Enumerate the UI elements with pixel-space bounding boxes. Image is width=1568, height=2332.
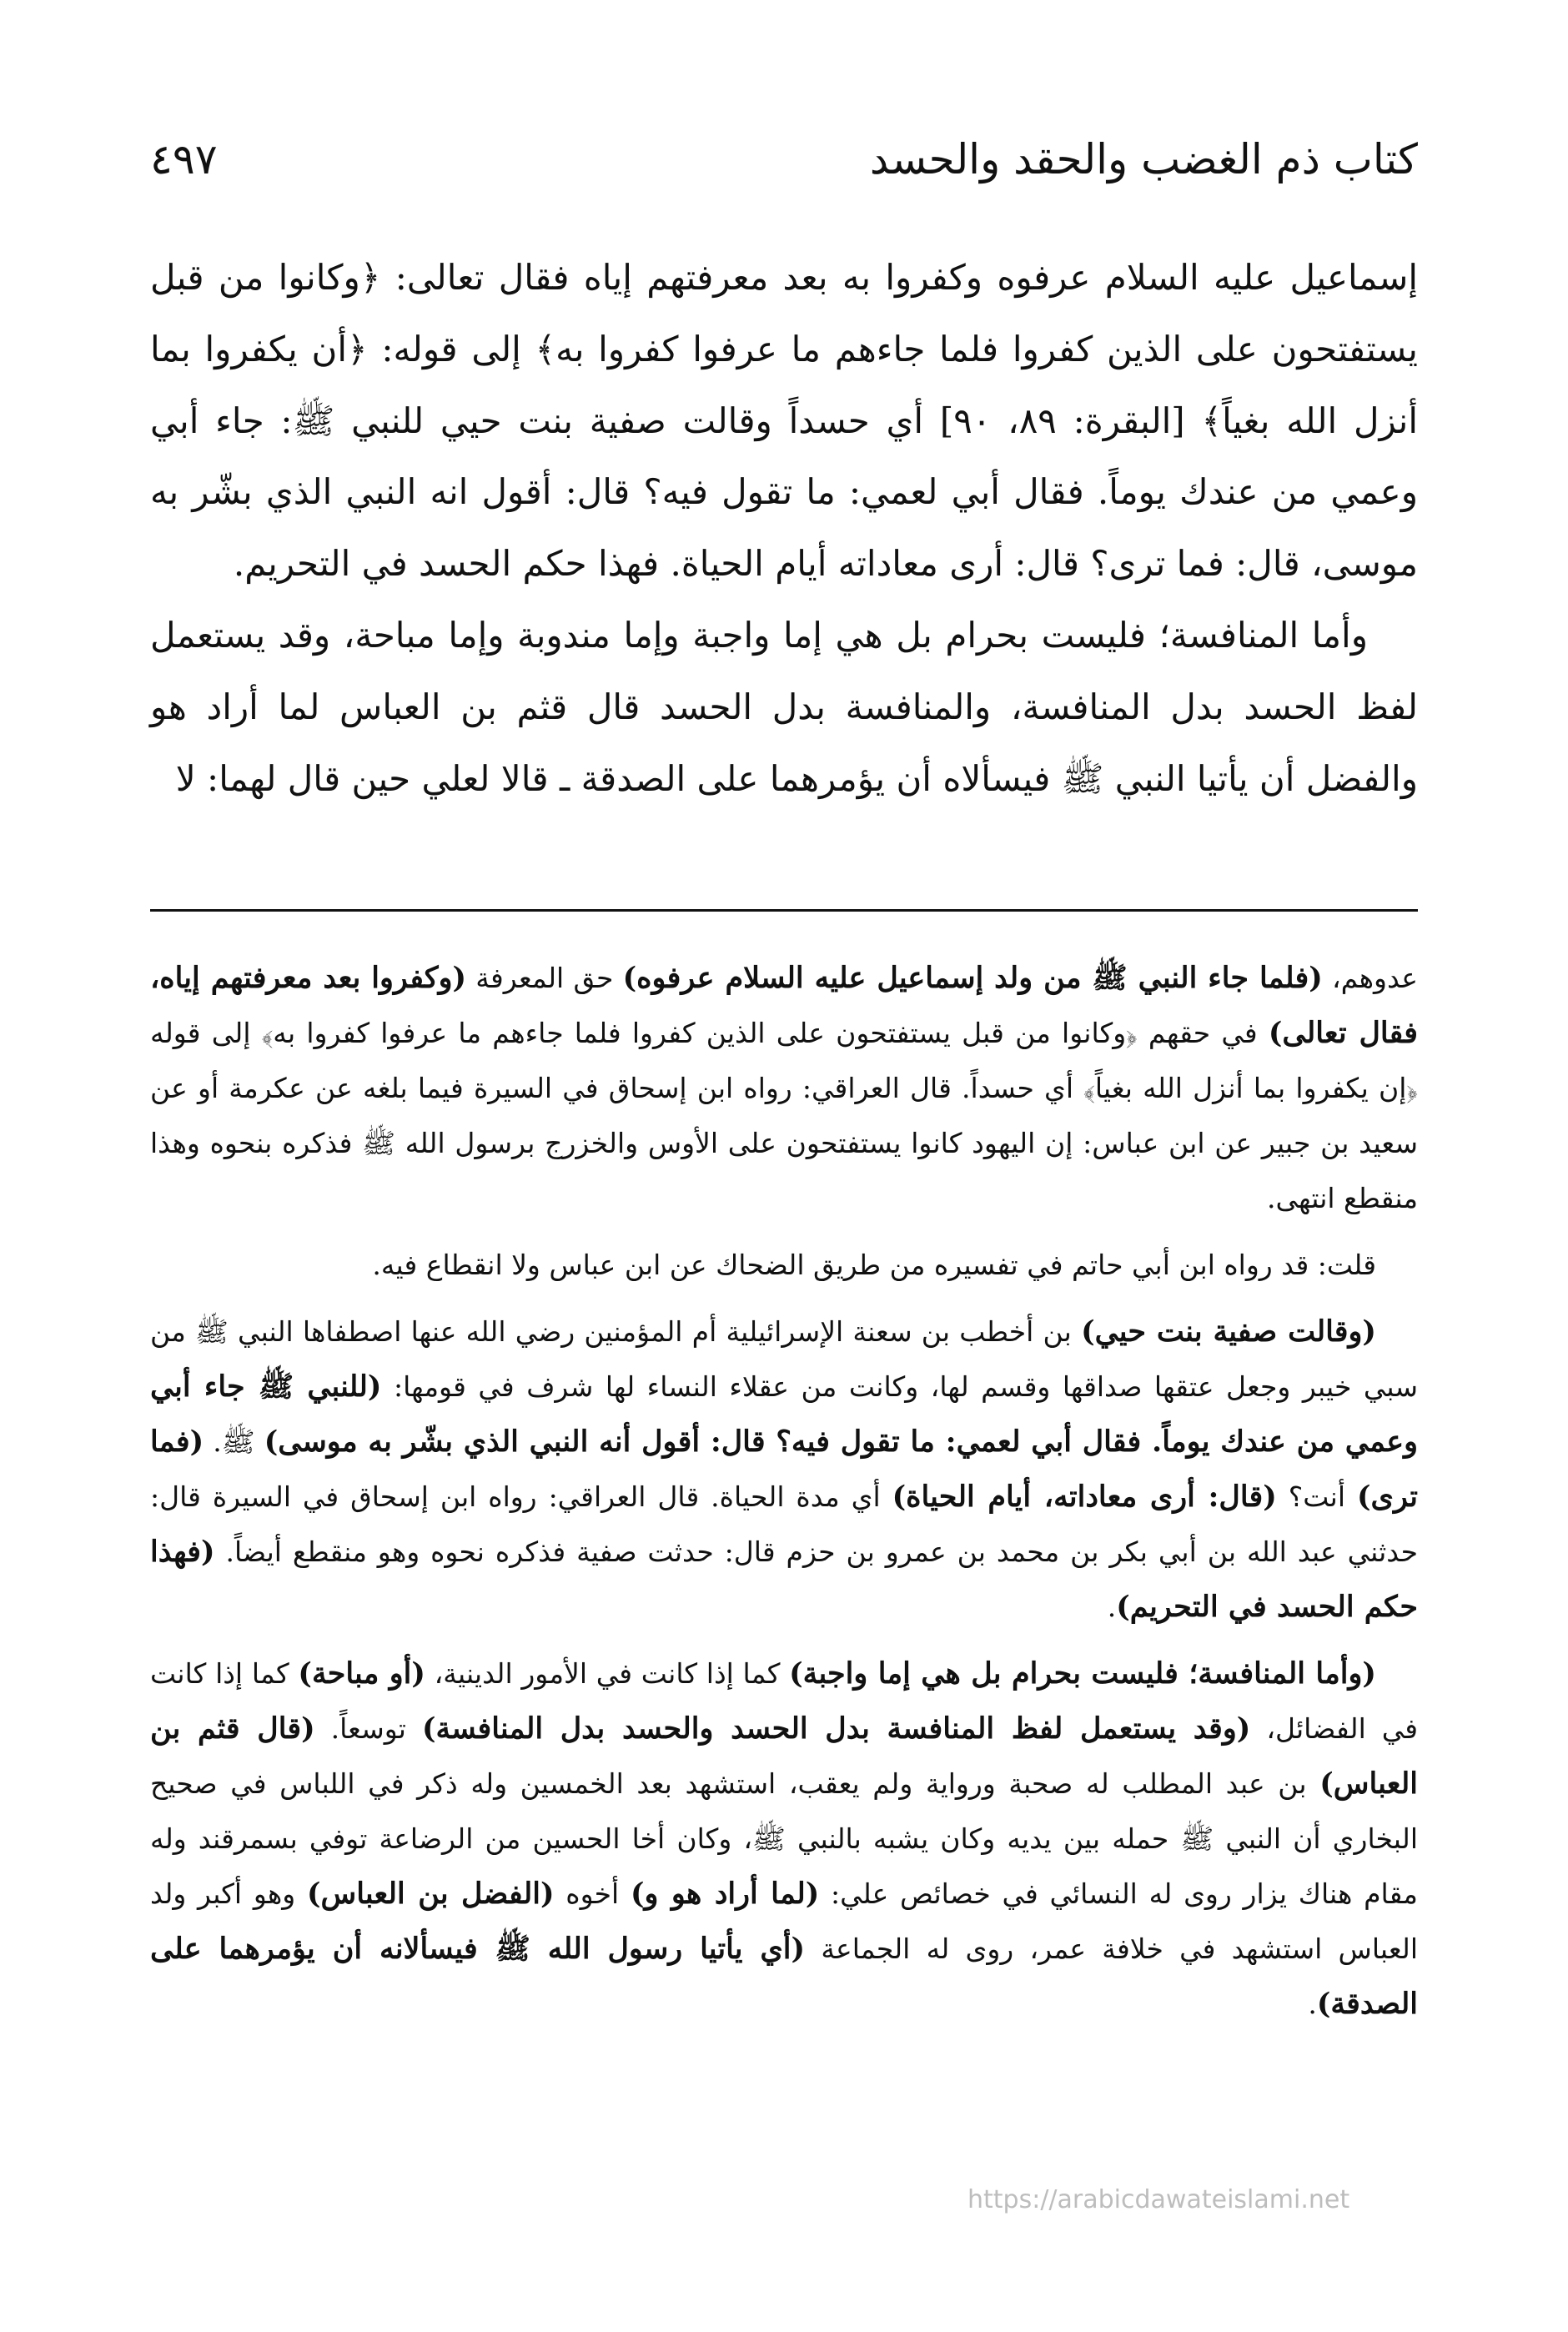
bold-phrase: (وقد يستعمل لفظ المنافسة بدل الحسد والحسد بدل المنافسة) <box>421 1711 1251 1746</box>
bold-phrase: (لما أراد هو و) <box>630 1877 820 1911</box>
bold-phrase: (أي يأتيا رسول الله ﷺ فيسألانه أن يؤمرهما على الصدقة) <box>150 1932 1418 2021</box>
text-run: حق المعرفة <box>466 962 623 994</box>
text-run: توسعاً. <box>314 1712 422 1745</box>
text-run: بن عبد المطلب له صحبة ورواية ولم يعقب، استشهد بعد الخمسين وله ذكر في اللباس في صحيح البخاري أن النبي ﷺ حمله بين يديه وكان يشبه بالنبي ﷺ، وكان أخا الحسين من الرضاعة توفي بسمرقند وله مقام هناك يزار روى له النسائي في خصائص علي: <box>150 1767 1418 1910</box>
text-run: . <box>1107 1591 1117 1623</box>
bold-phrase: (للنبي ﷺ جاء أبي وعمي من عندك يوماً. فقال أبي لعمي: ما تقول فيه؟ قال: أقول أنه النبي الذي بشّر به موسى) <box>150 1370 1418 1459</box>
bold-phrase: (أو مباحة) <box>298 1656 425 1691</box>
running-header <box>150 117 1418 183</box>
chapter-title: كتاب ذم الغضب والحقد والحسد <box>869 135 1418 183</box>
bold-phrase: (فلما جاء النبي ﷺ من ولد إسماعيل عليه السلام عرفوه) <box>622 961 1323 995</box>
text-run: قلت: قد رواه ابن أبي حاتم في تفسيره من طريق الضحاك عن ابن عباس ولا انقطاع فيه. <box>372 1249 1376 1281</box>
text-run: أخوه <box>554 1877 631 1910</box>
commentary-paragraph <box>150 951 1418 1226</box>
footnote-divider <box>150 909 1418 912</box>
text-run: وهو أكبر ولد العباس استشهد في خلافة عمر، روى له الجماعة <box>150 1877 1418 1965</box>
text-run: أنت؟ <box>1276 1480 1357 1513</box>
text-run: بن أخطب بن سعنة الإسرائيلية أم المؤمنين رضي الله عنها اصطفاها النبي ﷺ من سبي خيبر وجعل عتقها صداقها وقسم لها، وكانت من عقلاء النساء لها شرف في قومها: <box>150 1315 1418 1403</box>
bold-phrase: (فهذا حكم الحسد في التحريم) <box>150 1535 1418 1624</box>
main-paragraph-1: إسماعيل عليه السلام عرفوه وكفروا به بعد معرفتهم إياه فقال تعالى: ﴿وكانوا من قبل يستفتحون على الذين كفروا فلما جاءهم ما عرفوا كفروا به﴾ إلى قوله: ﴿أن يكفروا بما أنزل الله بغياً﴾ [البقرة: ٨٩، ٩٠] أي حسداً وقالت صفية بنت حيي للنبي ﷺ: جاء أبي وعمي من عندك يوماً. فقال أبي لعمي: ما تقول فيه؟ قال: أقول انه النبي الذي بشّر به موسى، قال: فما ترى؟ قال: أرى معاداته أيام الحياة. فهذا حكم الحسد في التحريم. <box>150 257 1418 585</box>
commentary <box>150 951 1418 2032</box>
commentary-paragraph <box>150 1646 1418 2032</box>
bold-phrase: (قال: أرى معاداته، أيام الحياة) <box>892 1480 1277 1514</box>
text-run: في حقهم ﴿وكانوا من قبل يستفتحون على الذين كفروا فلما جاءهم ما عرفوا كفروا به﴾ إلى قوله ﴿إن يكفروا بما أنزل الله بغياً﴾ أي حسداً. قال العراقي: رواه ابن إسحاق في السيرة فيما بلغه عن عكرمة أو عن سعيد بن جبير عن ابن عباس: إن اليهود كانوا يستفتحون على الأوس والخزرج برسول الله ﷺ فذكره بنحوه وهذا منقطع انتهى. <box>150 1017 1418 1214</box>
bold-phrase: (فما ترى) <box>150 1425 1418 1514</box>
text-run: عدوهم، <box>1322 962 1418 994</box>
bold-phrase: (الفضل بن العباس) <box>306 1877 555 1911</box>
bold-phrase: (وقالت صفية بنت حيي) <box>1081 1314 1376 1349</box>
text-run: . <box>1308 1988 1317 2020</box>
text-run: أي مدة الحياة. قال العراقي: رواه ابن إسحاق في السيرة قال: حدثني عبد الله بن أبي بكر بن محمد بن عمرو بن حزم قال: حدثت صفية فذكره نحوه وهو منقطع أيضاً. <box>150 1480 1418 1568</box>
commentary-paragraph <box>150 1304 1418 1635</box>
main-text <box>150 242 1418 814</box>
commentary-paragraph <box>150 1238 1418 1293</box>
text-run: ﷺ. <box>204 1425 264 1458</box>
main-paragraph-2: وأما المنافسة؛ فليست بحرام بل هي إما واجبة وإما مندوبة وإما مباحة، وقد يستعمل لفظ الحسد بدل المنافسة، والمنافسة بدل الحسد قال قثم بن العباس لما أراد هو والفضل أن يأتيا النبي ﷺ فيسألاه أن يؤمرهما على الصدقة ـ قالا لعلي حين قال لهما: لا <box>150 614 1418 799</box>
bold-phrase: (وأما المنافسة؛ فليست بحرام بل هي إما واجبة) <box>789 1656 1376 1691</box>
text-run: كما إذا كانت في الفضائل، <box>150 1657 1418 1745</box>
text-run: كما إذا كانت في الأمور الدينية، <box>425 1657 790 1690</box>
watermark-url: https://arabicdawateislami.net <box>967 2185 1350 2214</box>
bold-phrase: (وكفروا بعد معرفتهم إياه، فقال تعالى) <box>150 961 1418 1050</box>
page-number: ٤٩٧ <box>150 135 218 183</box>
bold-phrase: (قال قثم بن العباس) <box>150 1711 1418 1801</box>
